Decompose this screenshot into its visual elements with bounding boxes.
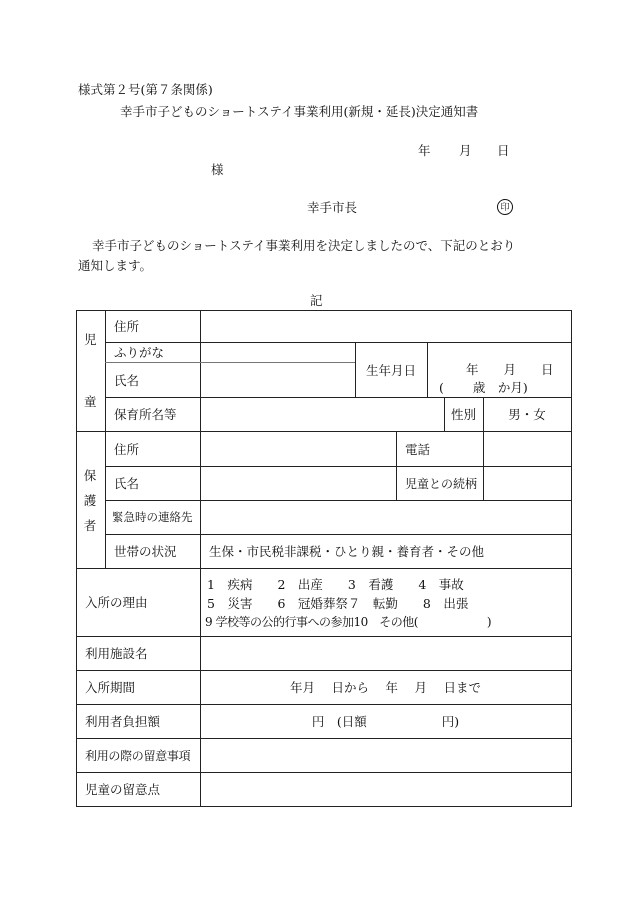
guardian-emergency-field[interactable] <box>200 500 571 534</box>
guardian-phone-label: 電話 <box>405 441 431 457</box>
child-birthdate-value[interactable]: 年 月 日 <box>466 362 554 377</box>
guardian-name-label: 氏名 <box>114 476 140 491</box>
guardian-address-field[interactable] <box>200 431 396 466</box>
date-year: 年 <box>418 143 431 158</box>
child-name-field[interactable] <box>200 362 355 397</box>
child-gender-label: 性別 <box>450 407 476 422</box>
child-notes-field[interactable] <box>200 772 571 806</box>
admission-reason-line-3[interactable]: 9 学校等の公的行事への参加10 その他( ) <box>205 615 492 629</box>
child-nursery-label: 保育所名等 <box>114 407 177 422</box>
child-address-label: 住所 <box>114 319 140 334</box>
notes-field[interactable] <box>200 738 571 772</box>
fee-value[interactable]: 円 (日額 円) <box>311 714 460 729</box>
guardian-household-label: 世帯の状況 <box>114 544 177 559</box>
child-furigana-field[interactable] <box>200 342 355 362</box>
guardian-relation-field[interactable] <box>483 466 571 500</box>
date-day: 日 <box>497 143 510 158</box>
ki-label: 記 <box>310 293 323 308</box>
guardian-relation-label: 児童との続柄 <box>405 476 478 491</box>
guardian-group-char-3: 者 <box>83 518 97 533</box>
child-notes-label: 児童の留意点 <box>85 782 161 797</box>
child-nursery-field[interactable] <box>200 397 444 431</box>
guardian-address-label: 住所 <box>114 441 140 457</box>
guardian-emergency-label: 緊急時の連絡先 <box>112 510 193 524</box>
child-group-label-bottom: 童 <box>84 394 97 409</box>
admission-reason-line-2[interactable]: 5 災害 6 冠婚葬祭７ 転勤 8 出張 <box>207 596 469 611</box>
guardian-phone-field[interactable] <box>483 431 571 466</box>
addressee-suffix: 様 <box>211 162 224 177</box>
guardian-household-value[interactable]: 生保・市民税非課税・ひとり親・養育者・その他 <box>209 544 485 559</box>
body-text-line-2: 通知します。 <box>78 258 153 273</box>
guardian-group-char-1: 保 <box>83 468 97 483</box>
facility-field[interactable] <box>200 636 571 670</box>
child-age-value[interactable]: ( 歳 か月) <box>439 380 528 395</box>
period-value[interactable]: 年月 日から 年 月 日まで <box>290 680 481 695</box>
notes-label: 利用の際の留意事項 <box>85 748 191 763</box>
admission-reason-line-1[interactable]: 1 疾病 2 出産 3 看護 4 事故 <box>207 577 464 592</box>
fee-label: 利用者負担額 <box>85 714 161 729</box>
child-address-field[interactable] <box>200 310 571 342</box>
child-furigana-label: ふりがな <box>114 345 165 360</box>
guardian-name-field[interactable] <box>200 466 396 500</box>
form-number: 様式第２号(第７条関係) <box>78 82 213 97</box>
child-group-label-top: 児 <box>84 332 97 347</box>
issuer: 幸手市長 <box>307 200 358 215</box>
facility-label: 利用施設名 <box>85 646 148 661</box>
official-seal <box>497 198 513 215</box>
guardian-group-char-2: 護 <box>83 493 97 508</box>
period-label: 入所期間 <box>85 680 136 695</box>
admission-reason-label: 入所の理由 <box>85 595 148 610</box>
child-gender-value[interactable]: 男・女 <box>508 407 546 422</box>
body-text-line-1: 幸手市子どものショートステイ事業利用を決定しましたので、下記のとおり <box>92 238 516 253</box>
document-title: 幸手市子どものショートステイ事業利用(新規・延長)決定通知書 <box>120 104 479 119</box>
date-month: 月 <box>459 143 472 158</box>
child-birthdate-label: 生年月日 <box>365 362 416 378</box>
guardian-group-label <box>80 466 100 534</box>
seal-stamp: 印 <box>497 199 513 215</box>
child-name-label: 氏名 <box>114 372 140 388</box>
